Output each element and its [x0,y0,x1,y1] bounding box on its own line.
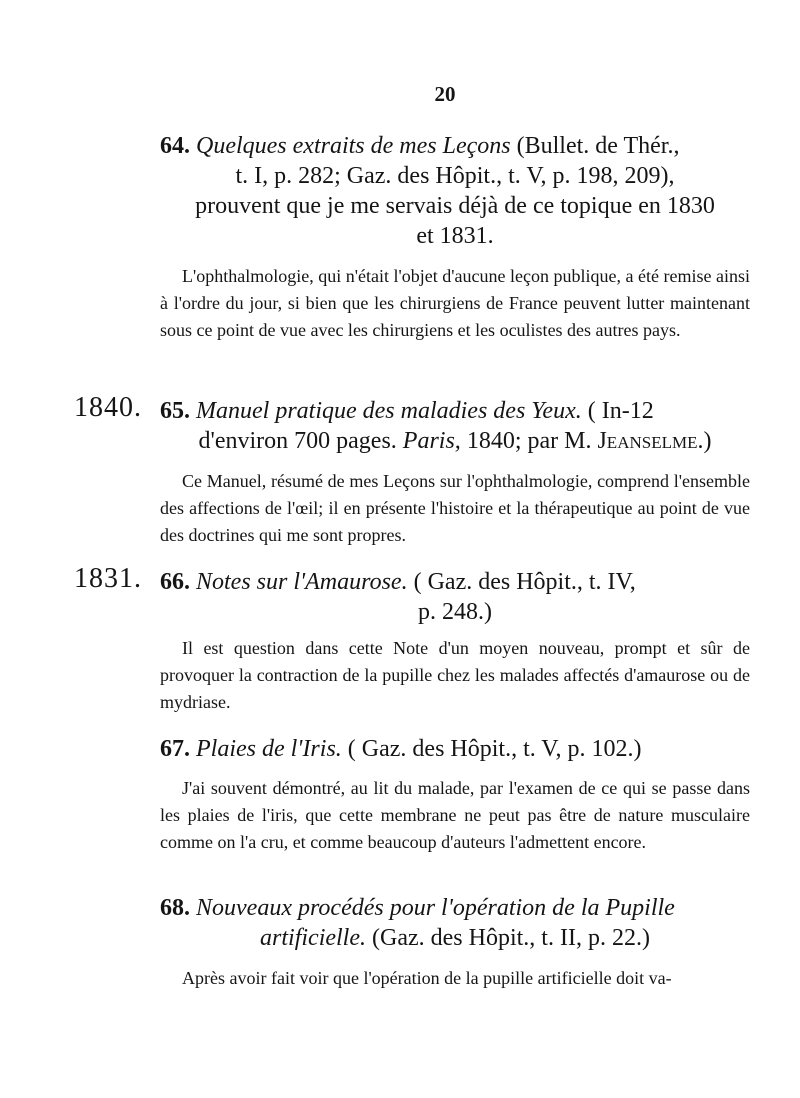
entry-reference: d'environ 700 pages. [198,428,403,454]
page-number: 20 [434,82,456,106]
entry-68-heading [160,893,750,953]
entry-reference: ( In-12 [581,398,654,424]
entry-title: Notes sur l'Amaurose. [196,569,408,595]
entry-67-body [160,775,750,856]
entry-title: Nouveaux procédés pour l'opération de la Pupille [196,895,675,921]
entry-64-heading [160,131,750,251]
entry-reference: et 1831. [416,223,494,249]
entry-reference: prouvent que je me servais déjà de ce topique en 1830 [195,193,715,219]
entry-number: 67. [160,736,190,762]
entry-title: Manuel pratique des maladies des Yeux. [196,398,582,424]
entry-reference: ( Gaz. des Hôpit., t. IV, [407,569,636,595]
entry-64-body [160,263,750,344]
entry-65-heading [160,396,750,456]
entry-paragraph: Après avoir fait voir que l'opération de la pupille artificielle doit va- [182,968,672,988]
entry-paragraph: Il est question dans cette Note d'un moyen nouveau, prompt et sûr de provoquer la contraction de la pupille chez les malades affectés d'amaurose ou de mydriase. [160,638,750,712]
entry-title: Plaies de l'Iris. [196,736,342,762]
entry-place: Paris, [402,428,461,454]
entry-title: artificielle. [260,925,367,951]
entry-reference: .) [697,428,712,454]
entry-66-heading [160,567,750,627]
entry-reference: (Bullet. de Thér., [510,133,680,159]
entry-number: 65. [160,398,190,424]
entry-number: 66. [160,569,190,595]
entry-reference: p. 248.) [418,599,492,625]
entry-number: 68. [160,895,190,921]
entry-66-body [160,635,750,716]
entry-title: Quelques extraits de mes Leçons [196,133,511,159]
entry-author: Jeanselme [597,428,698,454]
entry-68-body [160,965,750,992]
entry-number: 64. [160,133,190,159]
entry-paragraph: Ce Manuel, résumé de mes Leçons sur l'ophthalmologie, comprend l'ensemble des affections de l'œil; il en présente l'histoire et la thérapeutique au point de vue des doctrines qui me sont propres. [160,471,750,545]
entry-paragraph: J'ai souvent démontré, au lit du malade, par l'examen de ce qui se passe dans les plaies de l'iris, que cette membrane ne peut pas être de nature musculaire comme on l'a cru, et comme beaucoup d'auteurs l'admettent encore. [160,778,750,852]
entry-year: 1831. [74,563,142,594]
entry-year: 1840. [74,392,142,423]
entry-65-body [160,468,750,549]
entry-reference: ( Gaz. des Hôpit., t. V, p. 102.) [341,736,642,762]
entry-reference: (Gaz. des Hôpit., t. II, p. 22.) [366,925,650,951]
entry-reference: 1840; par M. [460,428,598,454]
entry-67-heading [160,734,750,764]
entry-paragraph: L'ophthalmologie, qui n'était l'objet d'aucune leçon publique, a été remise ainsi à l'ordre du jour, si bien que les chirurgiens de France peuvent lutter maintenant sous ce point de vue avec les chirurgiens et les oculistes des autres pays. [160,266,750,340]
entry-reference: t. I, p. 282; Gaz. des Hôpit., t. V, p. 198, 209), [235,163,675,189]
